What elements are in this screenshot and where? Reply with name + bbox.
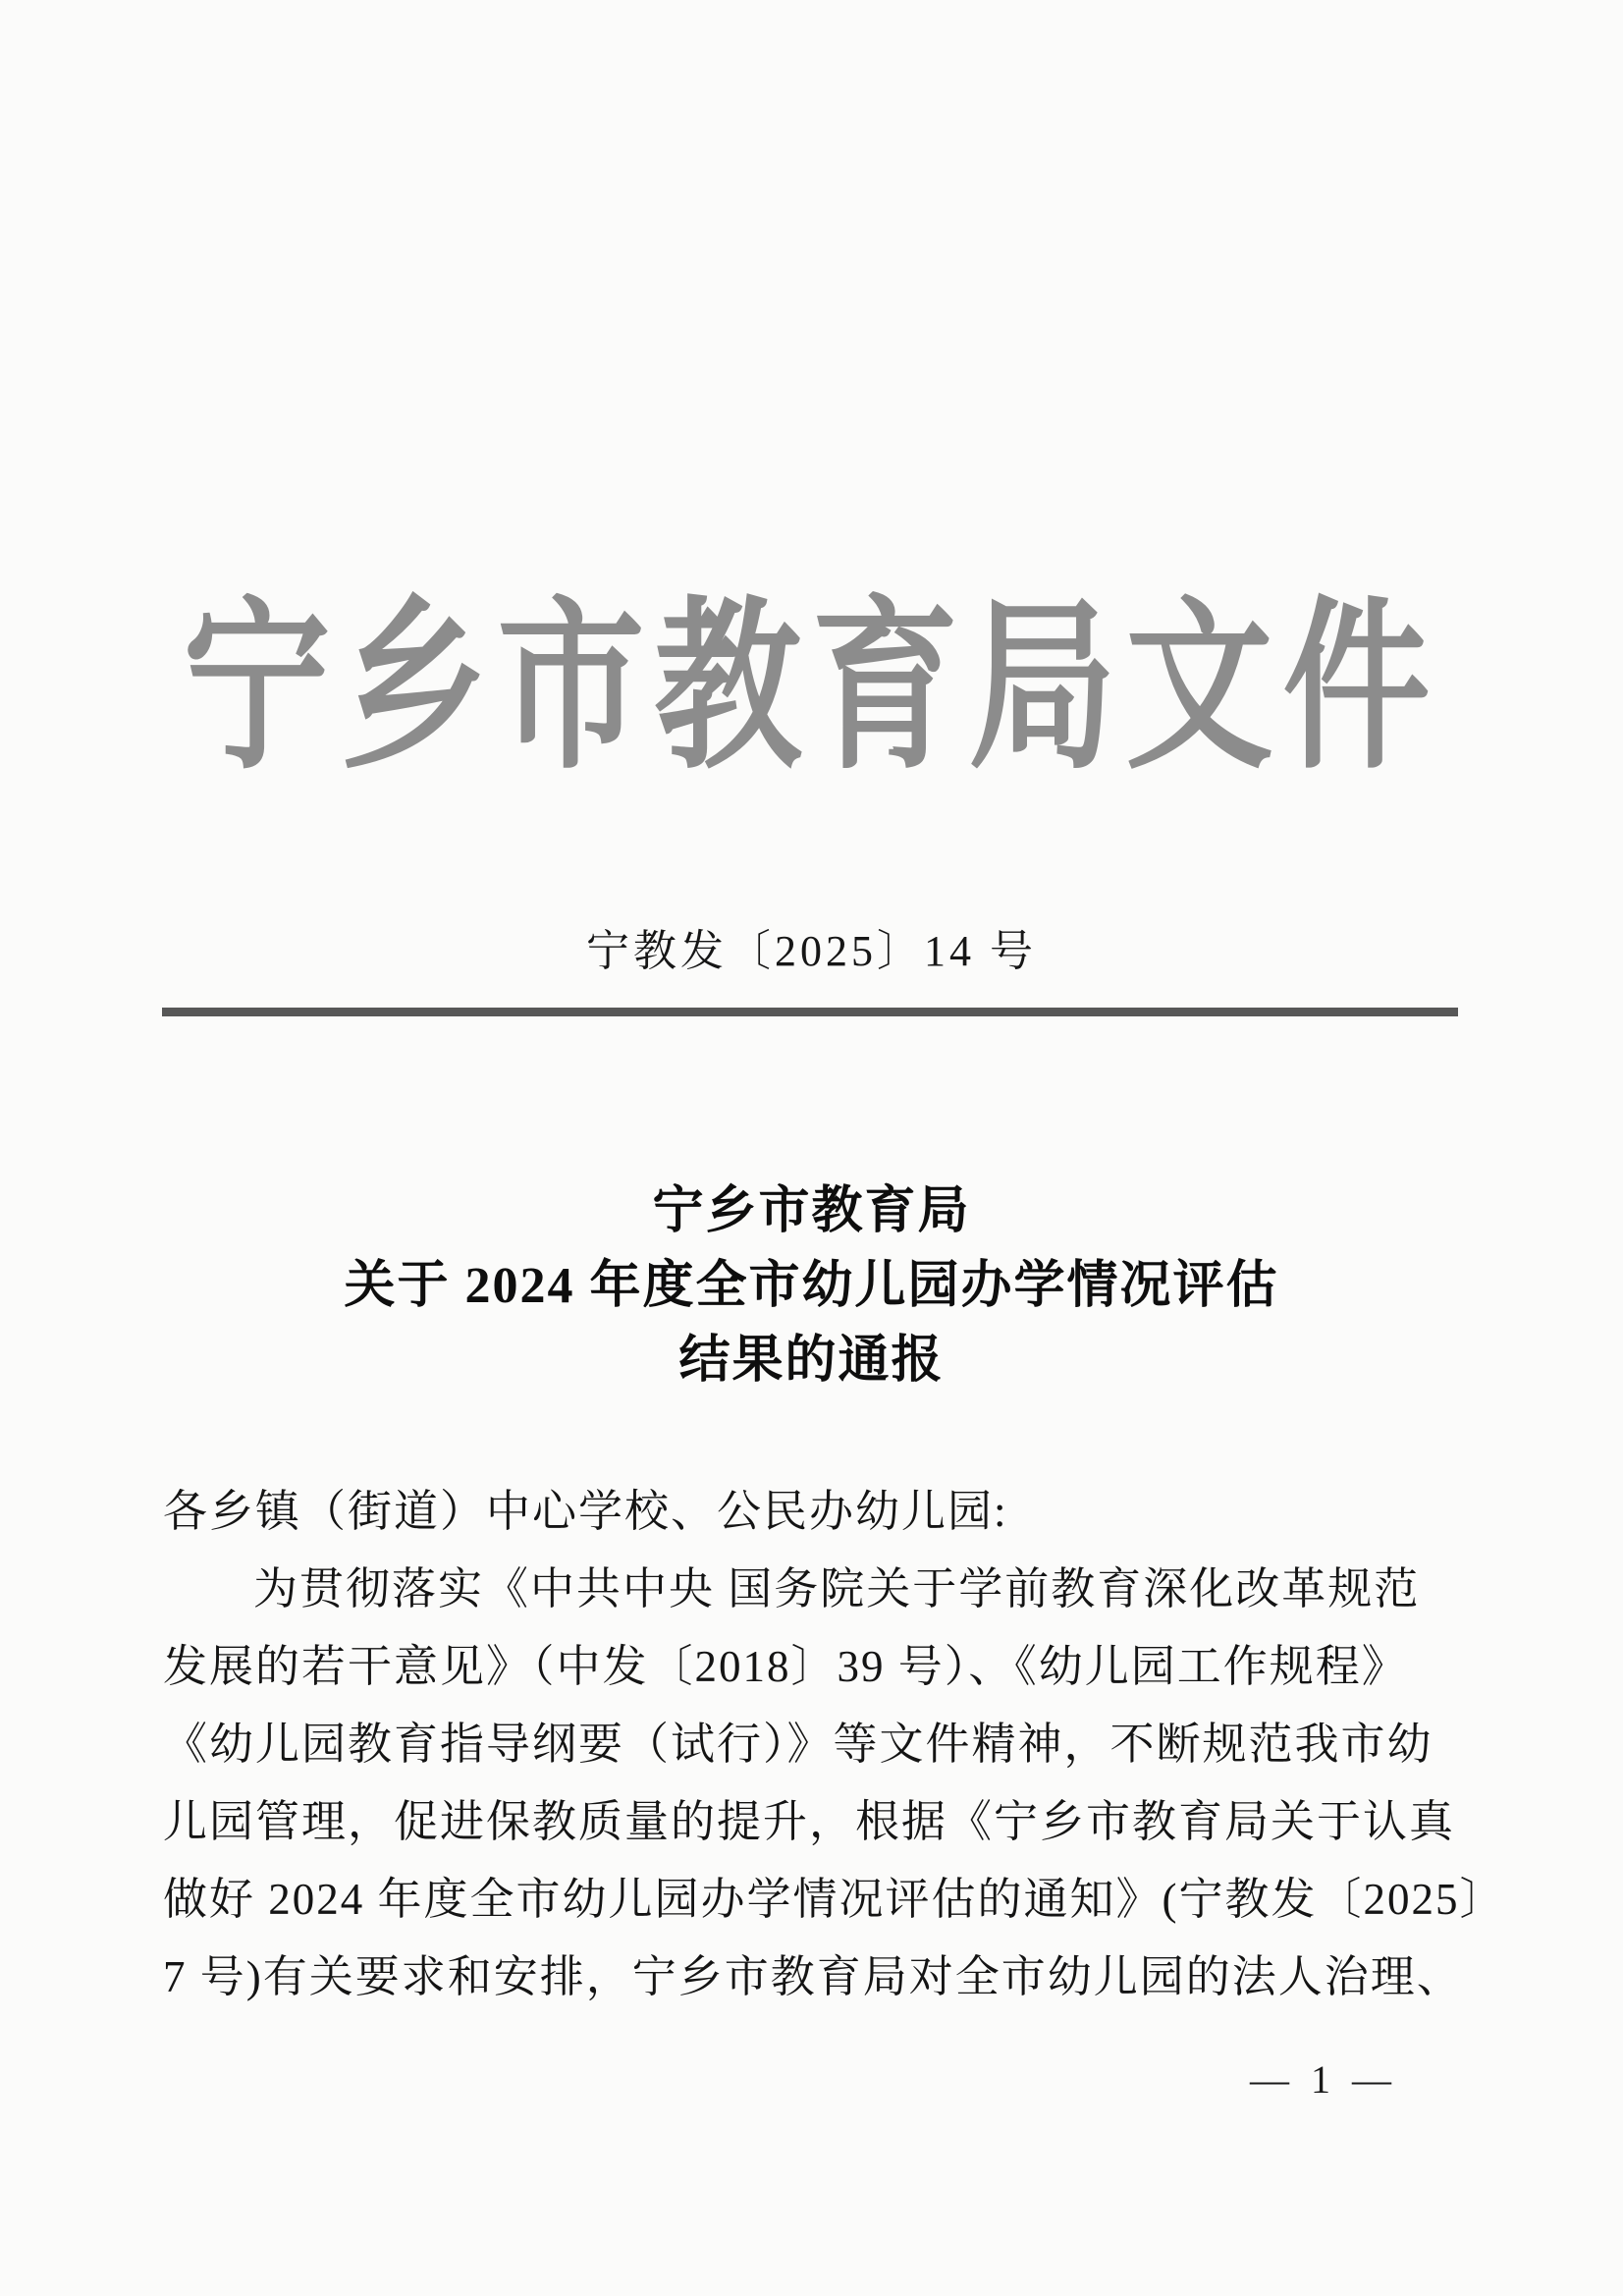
salutation: 各乡镇（街道）中心学校、公民办幼儿园:: [163, 1487, 1008, 1536]
title-line-1: 宁乡市教育局: [652, 1183, 971, 1239]
body-line: 儿园管理，促进保教质量的提升，根据《宁乡市教育局关于认真: [163, 1797, 1456, 1846]
title-line-3: 结果的通报: [678, 1333, 945, 1389]
header-divider-line: [162, 1008, 1458, 1016]
body-line: 7 号)有关要求和安排，宁乡市教育局对全市幼儿园的法人治理、: [163, 1952, 1463, 2001]
body-line: 《幼儿园教育指导纲要（试行）》等文件精神，不断规范我市幼: [163, 1720, 1434, 1769]
agency-banner: 宁乡市教育局文件: [183, 587, 1440, 792]
document-body: [163, 1473, 1506, 2016]
body-line: 为贯彻落实《中共中央 国务院关于学前教育深化改革规范: [253, 1564, 1421, 1613]
body-line: 做好 2024 年度全市幼儿园办学情况评估的通知》(宁教发〔2025〕: [163, 1875, 1506, 1924]
body-line: 发展的若干意见》（中发〔2018〕39 号）、《幼儿园工作规程》: [163, 1642, 1408, 1691]
document-title: [0, 1175, 1623, 1398]
document-number: 宁教发〔2025〕14 号: [586, 927, 1037, 975]
page-number: — 1 —: [1250, 2057, 1397, 2102]
title-line-2: 关于 2024 年度全市幼儿园办学情况评估: [344, 1258, 1279, 1314]
